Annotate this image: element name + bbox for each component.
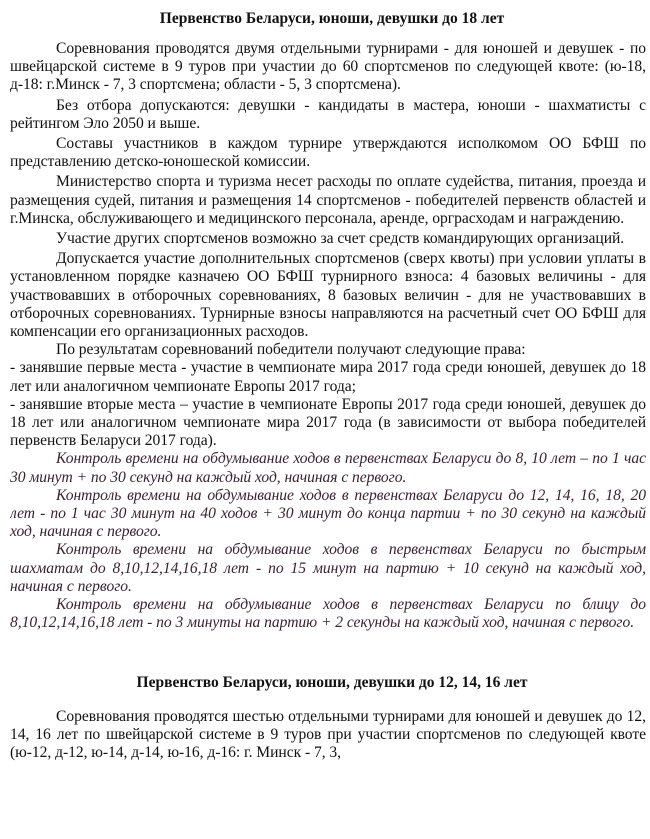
section-1-body	[10, 40, 646, 633]
bullet-first-places: - занявшие первые места - участие в чемпионате мира 2017 года среди юношей, девушек до 18 лет или аналогичном чемпионате Европы 2017 года;	[10, 359, 646, 395]
paragraph-rights: По результатам соревнований победители получают следующие права:	[56, 341, 526, 359]
paragraph-rosters: Составы участников в каждом турнире утверждаются исполкомом ОО БФШ по представлению детско-юношеской комиссии.	[10, 135, 646, 171]
section-2-title: Первенство Беларуси, юноши, девушки до 12, 14, 16 лет	[136, 673, 528, 691]
paragraph-other-participants: Участие других спортсменов возможно за счет средств командирующих организаций.	[56, 230, 625, 248]
time-control-blitz: Контроль времени на обдумывание ходов в первенствах Беларуси по блицу до 8,10,12,14,16,18 лет - по 3 минуты на партию + 2 секунды на каждый ход, начиная с первого.	[10, 596, 646, 632]
bullet-second-places: - занявшие вторые места – участие в чемпионате Европы 2017 года среди юношей, девушек до 18 лет или аналогичном чемпионате мира 2017 года (в зависимости от выбора победителей первенств Беларуси 2017 года).	[10, 395, 646, 450]
document-page	[10, 0, 646, 839]
paragraph-admission: Без отбора допускаются: девушки - кандидаты в мастера, юноши - шахматисты с рейтингом Эло 2050 и выше.	[10, 96, 646, 132]
paragraph-format: Соревнования проводятся двумя отдельными турнирами - для юношей и девушек - по швейцарской системе в 9 туров при участии до 60 спортсменов по следующей квоте: (ю-18, д-18: г.Минск - 7, 3 спортсмена; области - 5, 3 спортсмена).	[10, 40, 646, 94]
time-control-rapid: Контроль времени на обдумывание ходов в первенствах Беларуси по быстрым шахматам до 8,10,12,14,16,18 лет - по 15 минут на партию + 10 секунд на каждый ход, начиная с первого.	[10, 541, 646, 595]
section-1-title: Первенство Беларуси, юноши, девушки до 18 лет	[159, 10, 505, 27]
paragraph-section-2-format: Соревнования проводятся шестью отдельными турнирами для юношей и девушек до 12, 14, 16 лет по швейцарской системе в 9 туров при участии спортсменов по следующей квоте (ю-12, д-12, ю-14, д-14, ю-16, д-16: г. Минск - 7, 3,	[10, 707, 646, 761]
section-2-body	[10, 708, 646, 763]
paragraph-extra-participants: Допускается участие дополнительных спортсменов (сверх квоты) при условии уплаты в установленном порядке казначею ОО БФШ турнирного взноса: 4 базовых величины - для участвовавших в отборочных соревнованиях, 8 базовых величин - для не участвовавших в отборочных соревнованиях. Турнирные взносы направляются на расчетный счет ОО БФШ для компенсации его организационных расходов.	[10, 250, 646, 341]
paragraph-expenses: Министерство спорта и туризма несет расходы по оплате судейства, питания, проезда и размещения судей, питания и размещения 14 спортсменов - победителей первенств областей и г.Минска, обслуживающего и медицинского персонала, аренде, орграсходам и награждению.	[10, 173, 646, 227]
time-control-8-10: Контроль времени на обдумывание ходов в первенствах Беларуси до 8, 10 лет – по 1 час 30 минут + по 30 секунд на каждый ход, начиная с первого.	[10, 450, 646, 486]
time-control-12-20: Контроль времени на обдумывание ходов в первенствах Беларуси до 12, 14, 16, 18, 20 лет - по 1 час 30 минут на 40 ходов + 30 минут до конца партии + по 30 секунд на каждый ход, начиная с первого.	[10, 486, 646, 541]
